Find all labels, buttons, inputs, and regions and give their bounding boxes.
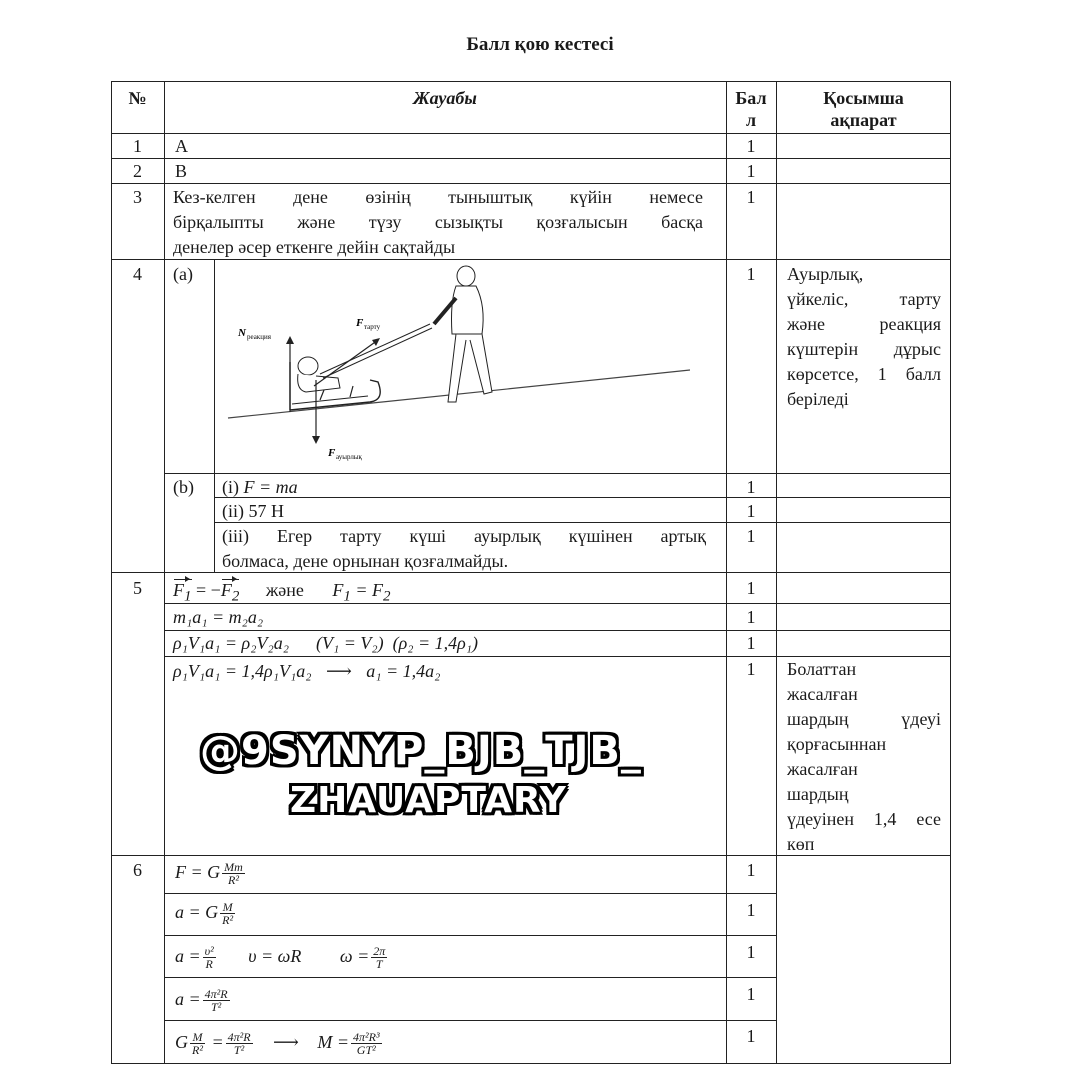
vec-f2: F <box>220 580 232 600</box>
f5-n1: M <box>190 1031 205 1044</box>
label-f-pull-sub: тарту <box>364 323 381 331</box>
row5-num: 5 <box>133 578 142 598</box>
row5-extra-line7: үдеуінен 1,4 есе <box>787 809 941 829</box>
row5-extra-line8: көп <box>787 834 815 854</box>
row1-score: 1 <box>746 136 756 156</box>
row5-extra-line2: жасалған <box>787 684 858 704</box>
f3-num: υ² <box>204 944 214 959</box>
f5-eq: = <box>211 1032 224 1052</box>
row4b-iii-line2: болмаса, дене орнынан қозғалмайды. <box>222 551 509 571</box>
row2-answer: B <box>175 161 188 181</box>
row5-line2: m₁a₁ = m₂a₂ <box>173 607 264 627</box>
f3-a: a = <box>175 946 201 966</box>
row3-num: 3 <box>133 187 142 207</box>
row4-extra-line3: және реакция <box>787 314 941 334</box>
f2-den: R² <box>222 913 234 928</box>
eq-minus: = − <box>191 580 221 600</box>
row4b-iii-score: 1 <box>746 526 756 546</box>
vec-f2-sub: 2 <box>231 588 240 605</box>
row5-extra <box>787 657 941 857</box>
sled-force-diagram <box>220 262 720 467</box>
f3-mid: υ = ωR <box>248 946 302 966</box>
row6-formula5 <box>175 1030 384 1056</box>
arrow-icon: ⟶ <box>325 661 352 681</box>
row6-score3: 1 <box>746 942 756 962</box>
arrow-icon: ⟶ <box>273 1032 299 1052</box>
row5-extra-line4: қорғасыннан <box>787 734 887 754</box>
f4-den: T² <box>210 1000 222 1015</box>
f2-scalar-sub: 2 <box>383 588 391 605</box>
row6-formula2 <box>175 900 237 926</box>
row6-score4: 1 <box>746 984 756 1004</box>
row5-extra-line5: жасалған <box>787 759 858 779</box>
row5-score2: 1 <box>746 607 756 627</box>
row4-extra-line1: Ауырлық, <box>787 264 864 284</box>
row4b-ii: (ii) 57 Н <box>222 501 284 521</box>
f2-num: M <box>220 901 235 914</box>
f1-scalar-sub: 1 <box>343 588 351 605</box>
row5-line4 <box>173 659 440 683</box>
watermark-line2: ZHAUAPTARY <box>290 780 567 821</box>
and-word: және <box>265 580 304 600</box>
row5-extra-line1: Болаттан <box>787 659 857 679</box>
row4-extra-line6: беріледі <box>787 389 849 409</box>
row6-num: 6 <box>133 860 142 880</box>
page-title: Балл қою кестесі <box>466 34 614 55</box>
f5-d1: R² <box>192 1043 203 1058</box>
row5-line4-right: a₁ = 1,4a₂ <box>366 661 441 681</box>
row6-formula3 <box>175 944 389 970</box>
row4-extra-line5: көрсетсе, 1 балл <box>787 364 941 384</box>
f4-num: 4π²R <box>204 987 228 1002</box>
f5-n3: 4π²R³ <box>353 1030 380 1045</box>
f1-scalar: F <box>332 580 344 600</box>
header-extra-line1: Қосымша <box>823 88 904 108</box>
row4-extra-line4: күштерін дұрыс <box>787 339 941 359</box>
row4b-iii <box>222 524 706 574</box>
row6-score1: 1 <box>746 860 756 880</box>
row5-extra-line6: шардың <box>787 784 849 804</box>
row2-score: 1 <box>746 161 756 181</box>
row4a-score: 1 <box>746 264 756 284</box>
header-score-line1: Бал <box>735 88 767 108</box>
f3-omega: ω = <box>339 946 370 966</box>
f2-scalar: = F <box>350 580 384 600</box>
row5-line4-left: ρ₁V₁a₁ = 1,4ρ₁V₁a₂ <box>173 661 312 681</box>
header-score-line2: л <box>745 110 757 130</box>
f2-left: a = G <box>175 902 219 922</box>
row5-line3: ρ₁V₁a₁ = ρ₂V₂a₂ (V₁ = V₂) (ρ₂ = 1,4ρ₁) <box>173 633 479 653</box>
f3-den: R <box>205 957 213 972</box>
row6-score5: 1 <box>746 1026 756 1046</box>
f5-m: M = <box>317 1032 349 1052</box>
vec-f1-sub: 1 <box>184 588 192 605</box>
row4b-iii-line1: (iii) Егер тарту күші ауырлық күшінен артық <box>222 526 706 546</box>
row1-num: 1 <box>133 136 142 156</box>
f4-left: a = <box>175 989 201 1009</box>
row4b-i-prefix: (i) <box>222 477 239 497</box>
header-answer: Жауабы <box>413 88 477 108</box>
row5-score3: 1 <box>746 633 756 653</box>
row5-extra-line3: шардың үдеуі <box>787 709 941 729</box>
label-n: N <box>238 327 246 339</box>
row4-part-b: (b) <box>173 477 194 497</box>
row4b-i-formula: F = ma <box>243 477 298 497</box>
row5-line1 <box>173 578 391 609</box>
row5-score4: 1 <box>746 659 756 679</box>
vec-f1: F <box>173 580 184 600</box>
header-extra-line2: ақпарат <box>830 110 897 130</box>
row4-part-a: (a) <box>173 264 193 284</box>
row4-extra <box>787 262 941 412</box>
label-f-gravity-sub: ауырлық <box>336 453 362 461</box>
row1-answer: A <box>175 136 188 156</box>
row3-score: 1 <box>746 187 756 207</box>
f1-left: F = G <box>175 862 221 882</box>
f3-omega-den: T <box>375 957 383 972</box>
row6-score2: 1 <box>746 900 756 920</box>
label-f-pull: F <box>356 317 364 329</box>
row4b-ii-score: 1 <box>746 501 756 521</box>
row3-line3: денелер әсер еткенге дейін сақтайды <box>173 237 456 257</box>
row4-num: 4 <box>133 264 142 284</box>
f1-den: R² <box>228 873 239 888</box>
watermark-line1: @9SYNYP_BJB_TJB_ <box>200 728 642 774</box>
row2-num: 2 <box>133 161 142 181</box>
row5-score1: 1 <box>746 578 756 598</box>
f5-d3: GT² <box>356 1043 376 1058</box>
row4b-i-score: 1 <box>746 477 756 497</box>
row6-formula1 <box>175 860 247 886</box>
row3-line1: Кез-келген дене өзінің тыныштық күйін немесе <box>173 187 703 207</box>
header-num: № <box>128 88 147 108</box>
f1-num: Mm <box>224 860 243 875</box>
f3-omega-num: 2π <box>373 944 386 959</box>
row4-extra-line2: үйкеліс, тарту <box>787 289 941 309</box>
label-f-gravity: F <box>328 447 336 459</box>
f5-n2: 4π²R <box>227 1030 251 1045</box>
row6-formula4 <box>175 987 232 1013</box>
label-n-sub: реакция <box>247 333 271 341</box>
row3-answer <box>173 185 703 260</box>
f5-d2: T² <box>233 1043 245 1058</box>
f5-g: G <box>175 1032 188 1052</box>
row3-line2: бірқалыпты және түзу сызықты қозғалысын басқа <box>173 212 703 232</box>
row4b-i <box>222 475 298 499</box>
